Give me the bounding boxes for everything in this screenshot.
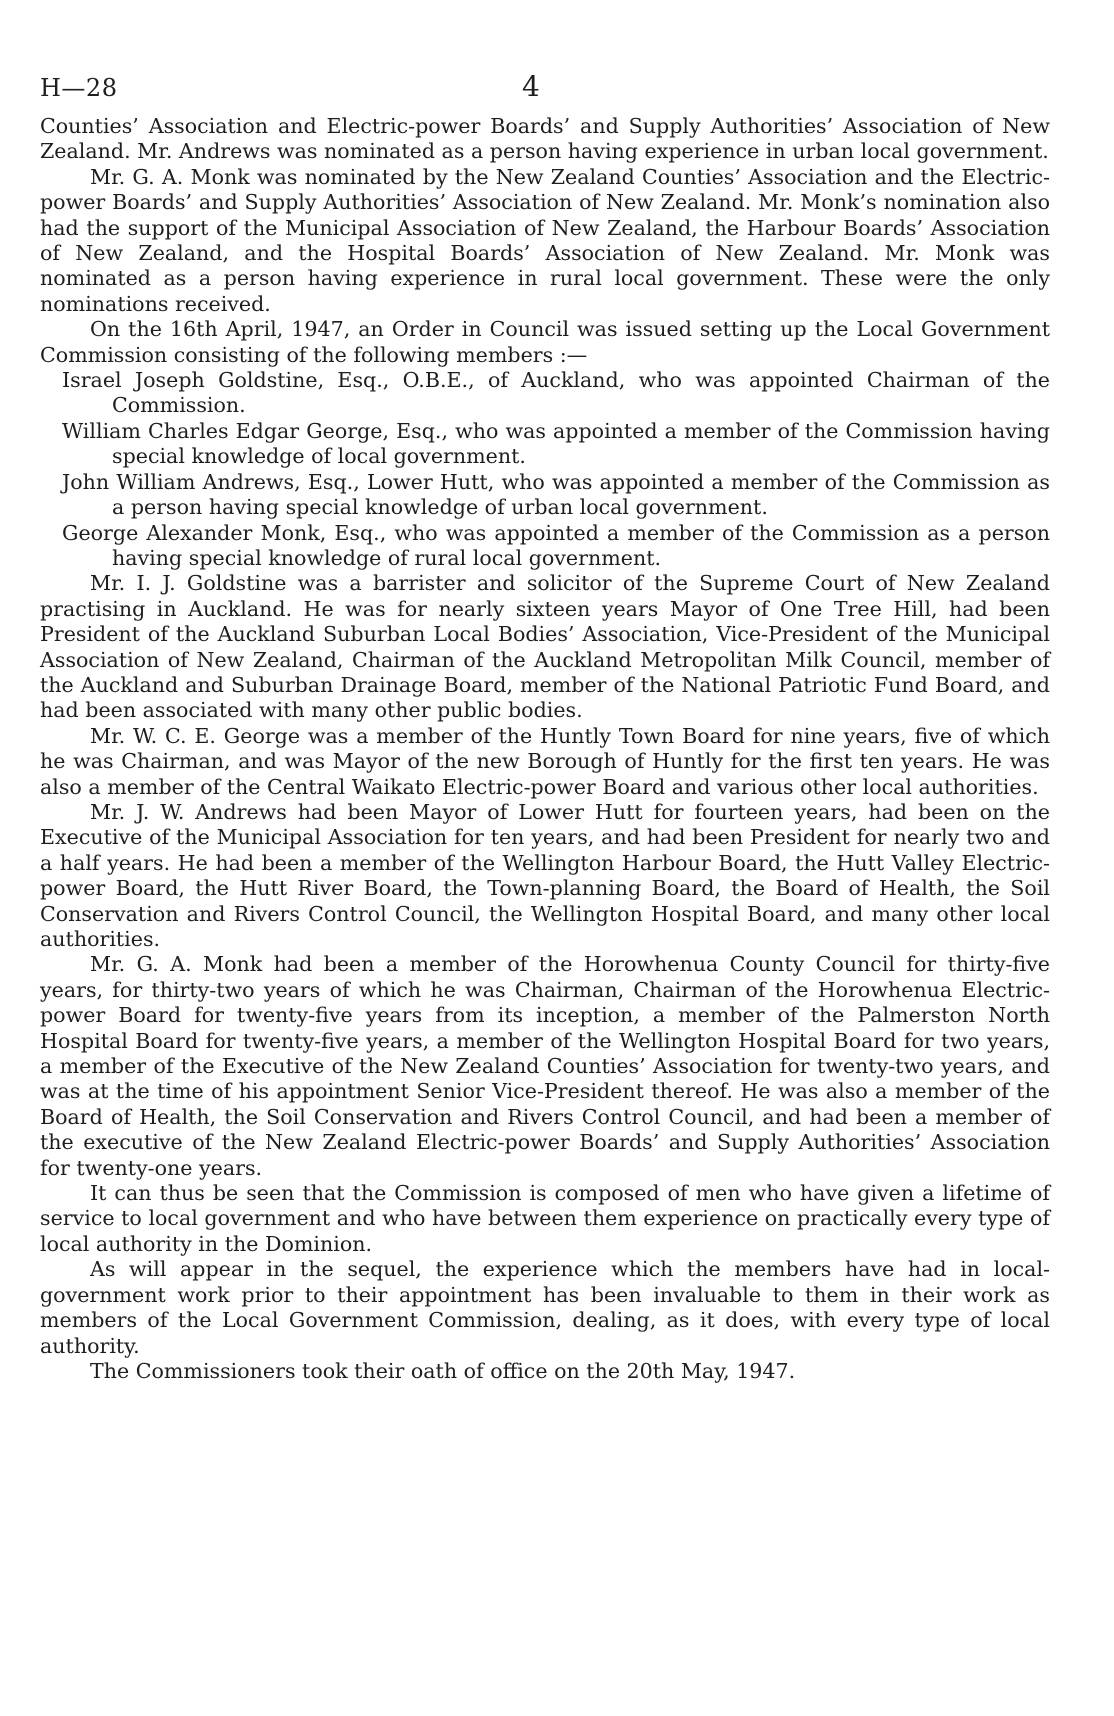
member-entry: George Alexander Monk, Esq., who was appointed a member of the Commission as a person having special knowledge of rural local government. (62, 520, 1050, 570)
paragraph: As will appear in the sequel, the experience which the members have had in local-government work prior to their appointment has been invaluable to them in their work as members of the Local Government Commission, dealing, as it does, with every type of local authority. (40, 1257, 1050, 1358)
member-entry: John William Andrews, Esq., Lower Hutt, who was appointed a member of the Commission as a person having special knowledge of urban local government. (62, 469, 1050, 520)
member-entry: Israel Joseph Goldstine, Esq., O.B.E., of Auckland, who was appointed Chairman of the Commission. (62, 368, 1050, 418)
member-entry: William Charles Edgar George, Esq., who was appointed a member of the Commission having special knowledge of local government. (62, 418, 1050, 469)
paragraph: Mr. G. A. Monk was nominated by the New Zealand Counties’ Association and the Electric-power Boards’ and Supply Authorities’ Association of New Zealand. Mr. Monk’s nomination also had the support of the Municipal Association of New Zealand, the Harbour Boards’ Association of New Zealand, and the Hospital Boards’ Association of New Zealand. Mr. Monk was nominated as a person having experience in rural local government. These were the only nominations received. (40, 164, 1050, 316)
document-page (40, 70, 1050, 1384)
paragraph: On the 16th April, 1947, an Order in Council was issued setting up the Local Government Commission consisting of the following members :— (40, 317, 1050, 367)
paragraph: Mr. W. C. E. George was a member of the Huntly Town Board for nine years, five of which he was Chairman, and was Mayor of the new Borough of Huntly for the first ten years. He was also a member of the Central Waikato Electric-power Board and various other local authorities. (40, 723, 1050, 799)
paragraph: Mr. I. J. Goldstine was a barrister and solicitor of the Supreme Court of New Zealand practising in Auckland. He was for nearly sixteen years Mayor of One Tree Hill, had been President of the Auckland Suburban Local Bodies’ Association, Vice-President of the Municipal Association of New Zealand, Chairman of the Auckland Metropolitan Milk Council, member of the Auckland and Suburban Drainage Board, member of the National Patriotic Fund Board, and had been associated with many other public bodies. (40, 571, 1050, 723)
paragraph: The Commissioners took their oath of office on the 20th May, 1947. (90, 1358, 796, 1383)
page-header (40, 70, 1050, 114)
paragraph: It can thus be seen that the Commission is composed of men who have given a lifetime of service to local government and who have between them experience on practically every type of local authority in the Dominion. (40, 1181, 1050, 1256)
body-text (40, 114, 1050, 1384)
paragraph: Counties’ Association and Electric-power Boards’ and Supply Authorities’ Association of New Zealand. Mr. Andrews was nominated as a person having experience in urban local government. (40, 114, 1050, 164)
paragraph: Mr. G. A. Monk had been a member of the Horowhenua County Council for thirty-five years, for thirty-two years of which he was Chairman, Chairman of the Horowhenua Electric-power Board for twenty-five years from its inception, a member of the Palmerston North Hospital Board for twenty-five years, a member of the Wellington Hospital Board for two years, a member of the Executive of the New Zealand Counties’ Association for twenty-two years, and was at the time of his appointment Senior Vice-President thereof. He was also a member of the Board of Health, the Soil Conservation and Rivers Control Council, and had been a member of the executive of the New Zealand Electric-power Boards’ and Supply Authorities’ Association for twenty-one years. (40, 952, 1050, 1180)
page-number: 4 (522, 70, 541, 103)
document-code: H—28 (40, 74, 118, 102)
paragraph: Mr. J. W. Andrews had been Mayor of Lower Hutt for fourteen years, had been on the Executive of the Municipal Association for ten years, and had been President for nearly two and a half years. He had been a member of the Wellington Harbour Board, the Hutt Valley Electric-power Board, the Hutt River Board, the Town-planning Board, the Board of Health, the Soil Conservation and Rivers Control Council, the Wellington Hospital Board, and many other local authorities. (40, 799, 1050, 951)
